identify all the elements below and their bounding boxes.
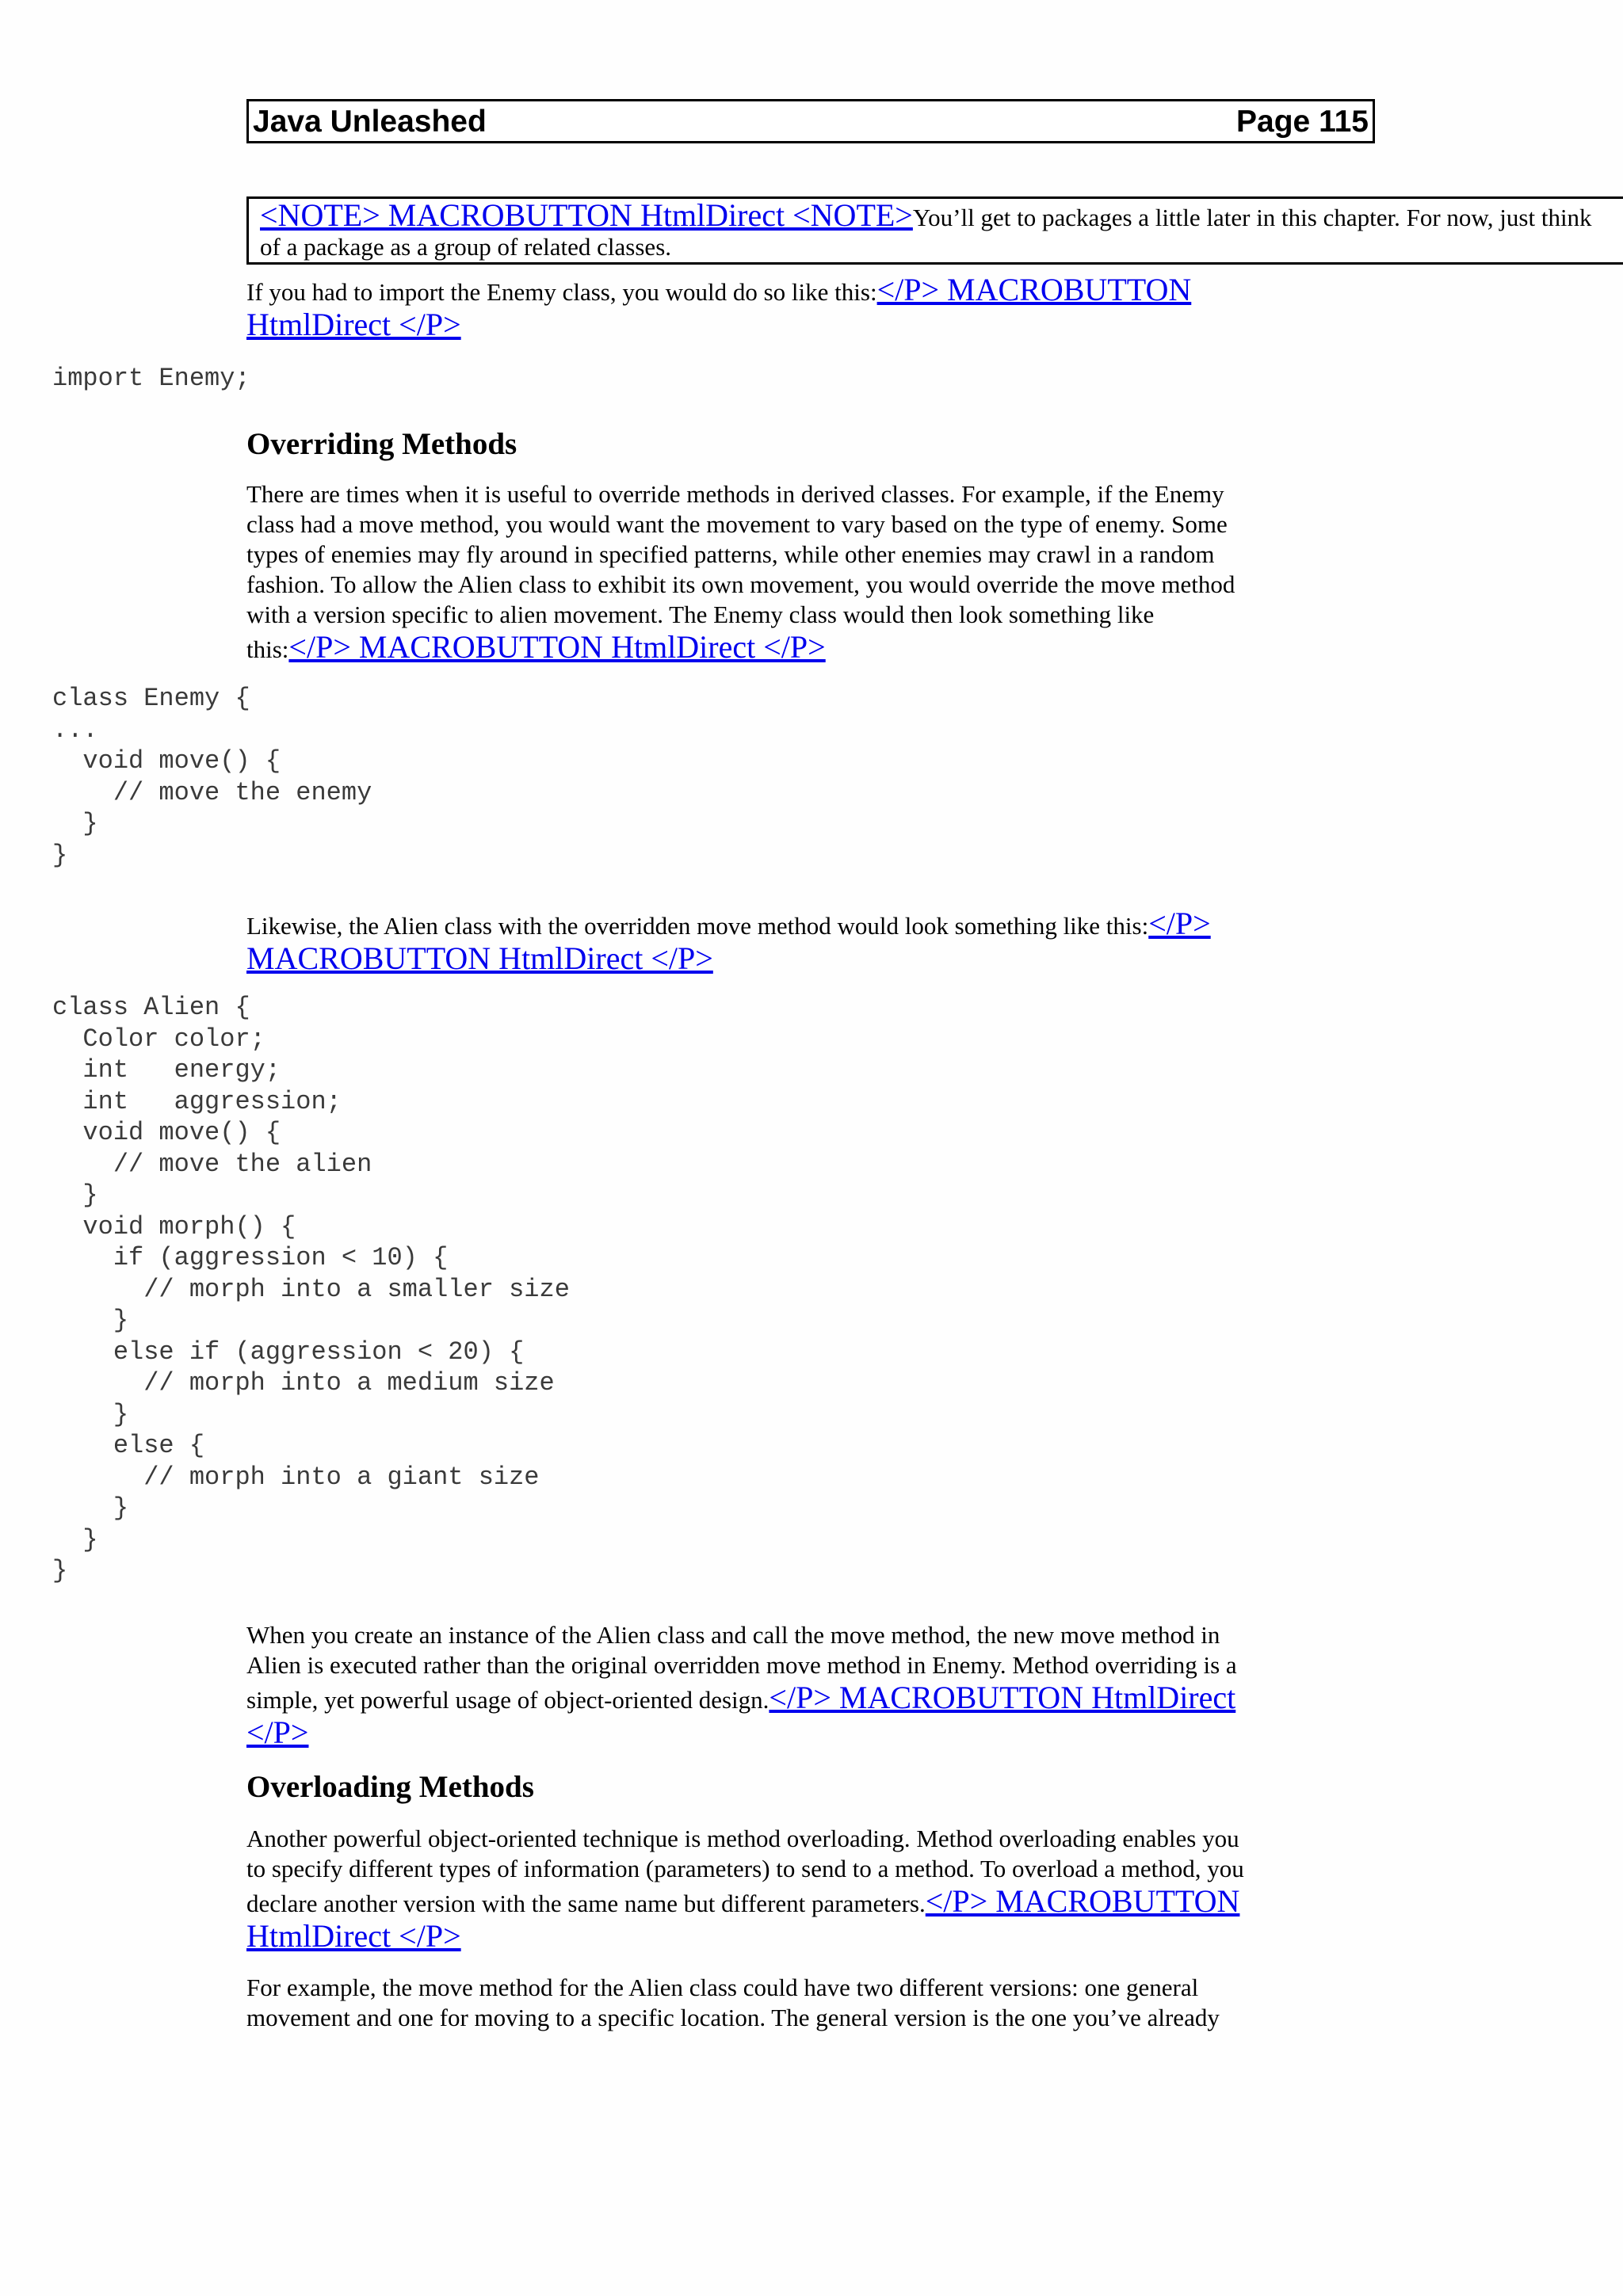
- paragraph-text: simple, yet powerful usage of object-oriented design.: [246, 1686, 769, 1714]
- paragraph-line: [246, 273, 1388, 307]
- paragraph-line: [246, 1884, 1388, 1919]
- paragraph-line: There are times when it is useful to override methods in derived classes. For example, if the Enemy: [246, 480, 1224, 508]
- note-macrobutton-link[interactable]: <NOTE> MACROBUTTON HtmlDirect <NOTE>: [260, 197, 913, 233]
- paragraph-instance: [246, 1620, 1388, 1750]
- paragraph-text: If you had to import the Enemy class, you would do so like this:: [246, 278, 877, 306]
- macrobutton-link[interactable]: </P>: [1148, 906, 1211, 941]
- note-text: You’ll get to packages a little later in this chapter. For now, just think: [912, 204, 1592, 231]
- paragraph-text: declare another version with the same name but different parameters.: [246, 1890, 926, 1917]
- paragraph-line: with a version specific to alien movement. The Enemy class would then look something like: [246, 601, 1155, 628]
- paragraph-text: Likewise, the Alien class with the overridden move method would look something like this:: [246, 912, 1149, 940]
- page-number: Page 115: [1236, 105, 1369, 139]
- paragraph-text: this:: [246, 635, 289, 663]
- paragraph-line: class had a move method, you would want the movement to vary based on the type of enemy. Some: [246, 510, 1228, 538]
- page-header: [246, 99, 1375, 143]
- macrobutton-link[interactable]: </P> MACROBUTTON HtmlDirect </P>: [288, 629, 826, 665]
- macrobutton-link[interactable]: HtmlDirect </P>: [246, 1918, 461, 1954]
- paragraph-line: to specify different types of information (parameters) to send to a method. To overload a method, you: [246, 1855, 1244, 1882]
- macrobutton-link[interactable]: </P>: [246, 1714, 309, 1750]
- paragraph-line: Alien is executed rather than the original overridden move method in Enemy. Method overriding is a: [246, 1651, 1237, 1679]
- note-box: [246, 196, 1623, 265]
- macrobutton-link[interactable]: HtmlDirect </P>: [246, 307, 461, 342]
- code-import: import Enemy;: [52, 364, 250, 393]
- note-line-2: of a package as a group of related classes.: [260, 233, 672, 261]
- paragraph-import: [246, 273, 1388, 342]
- paragraph-likewise: [246, 906, 1388, 976]
- paragraph-line: Another powerful object-oriented technique is method overloading. Method overloading enables you: [246, 1825, 1239, 1852]
- paragraph-line: [246, 1680, 1388, 1715]
- paragraph-line: [246, 906, 1388, 941]
- note-line-1: [260, 197, 1592, 233]
- macrobutton-link[interactable]: </P> MACROBUTTON: [925, 1883, 1240, 1919]
- paragraph-line: [246, 941, 1388, 976]
- macrobutton-link[interactable]: </P> MACROBUTTON HtmlDirect: [769, 1680, 1236, 1715]
- paragraph-overloading: [246, 1824, 1388, 1954]
- heading-overriding-methods: Overriding Methods: [246, 427, 517, 461]
- paragraph-line: For example, the move method for the Alien class could have two different versions: one general: [246, 1974, 1199, 2001]
- paragraph-example: [246, 1973, 1388, 2033]
- paragraph-overriding: [246, 479, 1388, 665]
- book-title: Java Unleashed: [253, 105, 487, 139]
- paragraph-line: types of enemies may fly around in specified patterns, while other enemies may crawl in a random: [246, 540, 1215, 568]
- paragraph-line: [246, 307, 1388, 342]
- code-enemy-class: class Enemy { ... void move() { // move the enemy } }: [52, 684, 372, 870]
- paragraph-line: [246, 1919, 1388, 1954]
- code-alien-class: class Alien { Color color; int energy; int aggression; void move() { // move the alien } void morph() { if (aggression < 10) { // morph into a smaller size } else if (aggression < 20) { // morph into a medium size } else { // morph into a giant size } } }: [52, 993, 570, 1585]
- paragraph-line: [246, 630, 1388, 665]
- paragraph-line: fashion. To allow the Alien class to exhibit its own movement, you would override the move method: [246, 570, 1235, 598]
- macrobutton-link[interactable]: MACROBUTTON HtmlDirect </P>: [246, 940, 713, 976]
- paragraph-line: movement and one for moving to a specific location. The general version is the one you’ve already: [246, 2004, 1220, 2031]
- heading-overloading-methods: Overloading Methods: [246, 1770, 534, 1804]
- paragraph-line: When you create an instance of the Alien class and call the move method, the new move method in: [246, 1621, 1220, 1649]
- macrobutton-link[interactable]: </P> MACROBUTTON: [876, 272, 1192, 307]
- paragraph-line: [246, 1715, 1388, 1750]
